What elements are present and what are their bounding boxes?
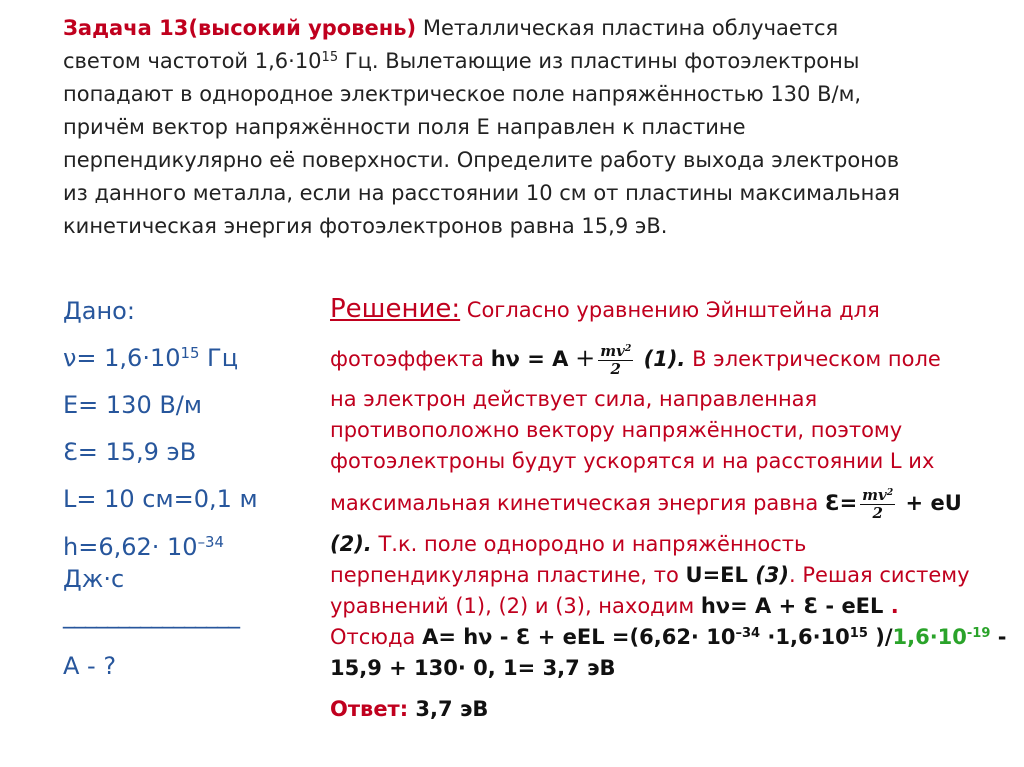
- solution-line-8: перпендикулярна пластине, то U=EL (3). Решая систему: [330, 563, 970, 587]
- answer-line: [330, 694, 1010, 725]
- given-title: Дано:: [63, 297, 135, 325]
- problem-line-1: Задача 13(высокий уровень) Металлическая пластина облучается: [63, 16, 839, 40]
- problem-line-4: причём вектор напряжённости поля Е направлен к пластине: [63, 115, 746, 139]
- answer-label: Ответ:: [330, 697, 409, 721]
- solution-line-4: противоположно вектору напряжённости, поэтому: [330, 418, 903, 442]
- given-block: [63, 288, 323, 690]
- solution-line-10: Отсюда A= hν - Ɛ + eEL $=(6,62\cdot 10^{-34} \cdot 1,6\cdot 10^{15}$ )$/1,6\cdot 10^{-19}$ -: [330, 625, 1007, 649]
- solution-line-2: фотоэффекта hν = A + $\frac{mv^2}{2}$ (1). В электрическом поле: [330, 341, 941, 378]
- given-planck-unit: Дж·с: [63, 565, 125, 593]
- problem-line-5: перпендикулярно её поверхности. Определите работу выхода электронов: [63, 148, 900, 172]
- solution-line-9: уравнений (1), (2) и (3), находим hν= A + Ɛ - eEL .: [330, 594, 899, 618]
- problem-title: Задача 13(высокий уровень): [63, 16, 417, 40]
- solution-line-11: 15,9 + 130· 0, 1= 3,7 эВ: [330, 656, 616, 680]
- answer-value: 3,7 эВ: [408, 697, 489, 721]
- solution-line-7: (2). Т.к. поле однородно и напряжённость: [330, 532, 807, 556]
- problem-line-3: попадают в однородное электрическое поле напряжённостью 130 В/м,: [63, 82, 862, 106]
- problem-line-2: светом частотой $1,6\cdot 10^{15}$ Гц. Вылетающие из пластины фотоэлектроны: [63, 49, 860, 73]
- given-divider: ________________: [63, 601, 239, 629]
- problem-line-7: кинетическая энергия фотоэлектронов равна 15,9 эВ.: [63, 214, 668, 238]
- solution-block: [330, 286, 1010, 725]
- kinetic-energy-fraction-2: $\frac{mv^2}{2}$: [862, 485, 894, 522]
- solution-line-5: фотоэлектроны будут ускорятся и на расстоянии L их: [330, 449, 935, 473]
- kinetic-energy-fraction: $\frac{mv^2}{2}$: [600, 341, 632, 378]
- solution-line-6: максимальная кинетическая энергия равна Ɛ= $\frac{mv^2}{2}$ + eU: [330, 485, 962, 522]
- solution-heading: Решение:: [330, 294, 461, 324]
- given-find: A - ?: [63, 652, 117, 680]
- given-frequency: $\nu= 1,6\cdot 10^{15}$ Гц: [63, 343, 239, 372]
- problem-statement: [63, 12, 993, 243]
- given-distance: L= 10 см=0,1 м: [63, 485, 258, 513]
- given-field: E= 130 В/м: [63, 391, 202, 419]
- given-energy: Ɛ= 15,9 эВ: [63, 438, 197, 466]
- given-planck: $h=6,62\cdot 10^{-34}$: [63, 532, 224, 561]
- solution-line-1: Решение: Согласно уравнению Эйнштейна для: [330, 294, 880, 324]
- problem-line-6: из данного металла, если на расстоянии 10 см от пластины максимальная: [63, 181, 900, 205]
- solution-line-3: на электрон действует сила, направленная: [330, 387, 818, 411]
